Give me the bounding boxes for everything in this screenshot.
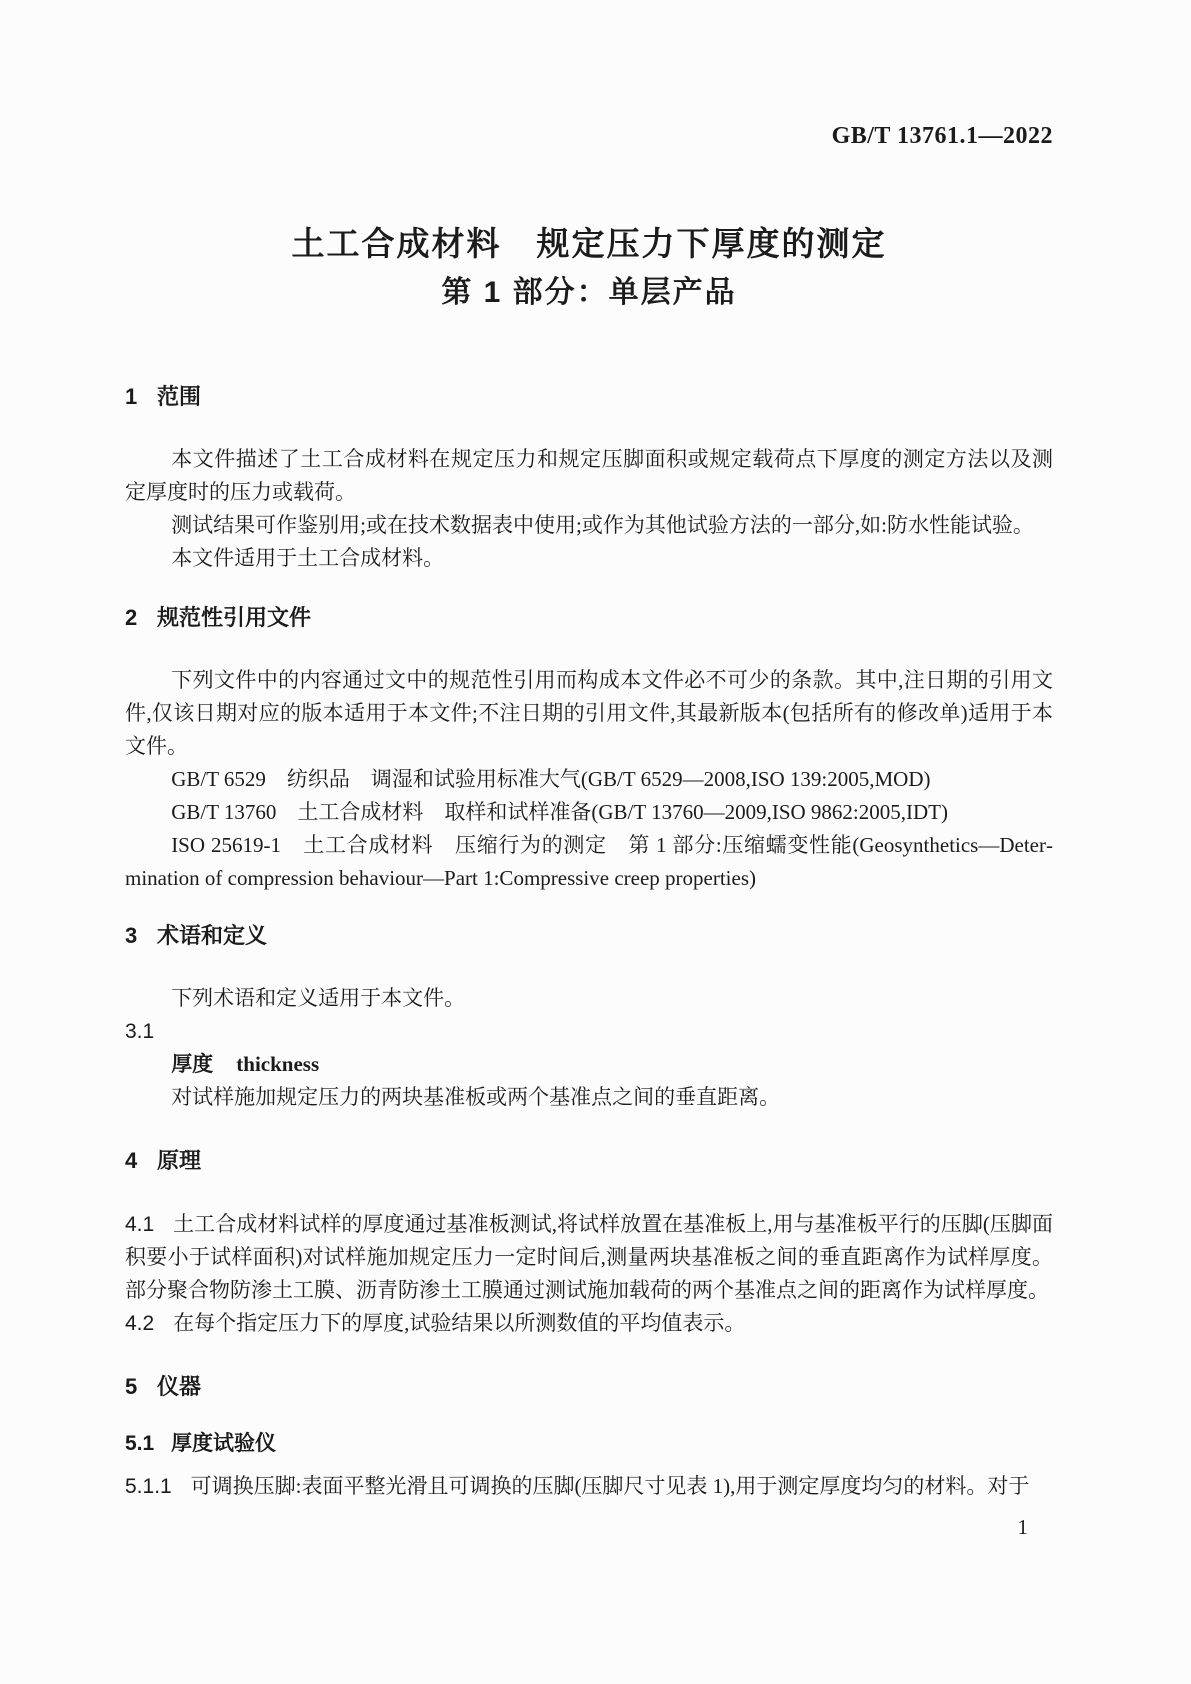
document-title: 土工合成材料 规定压力下厚度的测定 (291, 225, 887, 262)
reference-item: GB/T 6529 纺织品 调湿和试验用标准大气(GB/T 6529—2008,ISO 139:2005,MOD) (171, 767, 931, 791)
section-1-heading (125, 380, 1053, 413)
clause-5-1-1 (125, 1470, 1053, 1503)
normative-refs-intro: 下列文件中的内容通过文中的规范性引用而构成本文件必不可少的条款。其中,注日期的引用文件,仅该日期对应的版本适用于本文件;不注日期的引用文件,其最新版本(包括所有的修改单)适用于本文件。 (125, 668, 1053, 758)
section-number: 1 (125, 384, 138, 409)
term-english: thickness (236, 1052, 320, 1076)
section-title: 术语和定义 (157, 923, 268, 948)
section-number: 2 (125, 605, 138, 630)
clause-text: 可调换压脚:表面平整光滑且可调换的压脚(压脚尺寸见表 1),用于测定厚度均匀的材料。对于 (190, 1474, 1030, 1498)
reference-item: ISO 25619-1 土工合成材料 压缩行为的测定 第 1 部分:压缩蠕变性能(Geosynthetics—Determination of compression behaviour—Part 1:Compressive creep properties) (125, 833, 1053, 890)
reference-item: GB/T 13760 土工合成材料 取样和试样准备(GB/T 13760—2009,ISO 9862:2005,IDT) (171, 800, 948, 824)
scope-paragraph-3: 本文件适用于土工合成材料。 (171, 546, 445, 570)
clause-text: 土工合成材料试样的厚度通过基准板测试,将试样放置在基准板上,用与基准板平行的压脚(压脚面积要小于试样面积)对试样施加规定压力一定时间后,测量两块基准板之间的垂直距离作为试样厚度。部分聚合物防渗土工膜、沥青防渗土工膜通过测试施加载荷的两个基准点之间的距离作为试样厚度。 (125, 1212, 1053, 1302)
subsection-5-1-heading (125, 1427, 1053, 1460)
section-number: 3 (125, 923, 138, 948)
section-number: 4 (125, 1148, 138, 1173)
term-line (125, 1048, 1053, 1081)
section-4-heading (125, 1144, 1053, 1177)
clause-4-1 (125, 1208, 1053, 1307)
section-2-heading (125, 601, 1053, 634)
section-title: 范围 (157, 384, 202, 409)
standard-code: GB/T 13761.1—2022 (831, 123, 1053, 149)
clause-text: 在每个指定压力下的厚度,试验结果以所测数值的平均值表示。 (173, 1311, 746, 1335)
subsection-title: 厚度试验仪 (171, 1432, 276, 1455)
scope-paragraph-1: 本文件描述了土工合成材料在规定压力和规定压脚面积或规定载荷点下厚度的测定方法以及测定厚度时的压力或载荷。 (125, 447, 1053, 504)
terms-intro: 下列术语和定义适用于本文件。 (171, 986, 466, 1010)
section-title: 仪器 (157, 1374, 202, 1399)
clause-number: 4.2 (125, 1312, 155, 1335)
page-number: 1 (1017, 1515, 1028, 1539)
document-subtitle: 第 1 部分：单层产品 (441, 276, 737, 309)
subsection-number: 5.1 (125, 1432, 155, 1455)
clause-number: 4.1 (125, 1213, 155, 1236)
section-number: 5 (125, 1374, 138, 1399)
section-3-heading (125, 919, 1053, 952)
clause-4-2 (125, 1307, 1053, 1340)
term-entry-number: 3.1 (125, 1020, 155, 1043)
scope-paragraph-2: 测试结果可作鉴别用;或在技术数据表中使用;或作为其他试验方法的一部分,如:防水性能试验。 (171, 513, 1034, 537)
term-definition: 对试样施加规定压力的两块基准板或两个基准点之间的垂直距离。 (171, 1085, 781, 1109)
section-title: 规范性引用文件 (157, 605, 312, 630)
clause-number: 5.1.1 (125, 1475, 172, 1498)
section-title: 原理 (157, 1148, 202, 1173)
section-5-heading (125, 1370, 1053, 1403)
term-chinese: 厚度 (171, 1053, 214, 1076)
